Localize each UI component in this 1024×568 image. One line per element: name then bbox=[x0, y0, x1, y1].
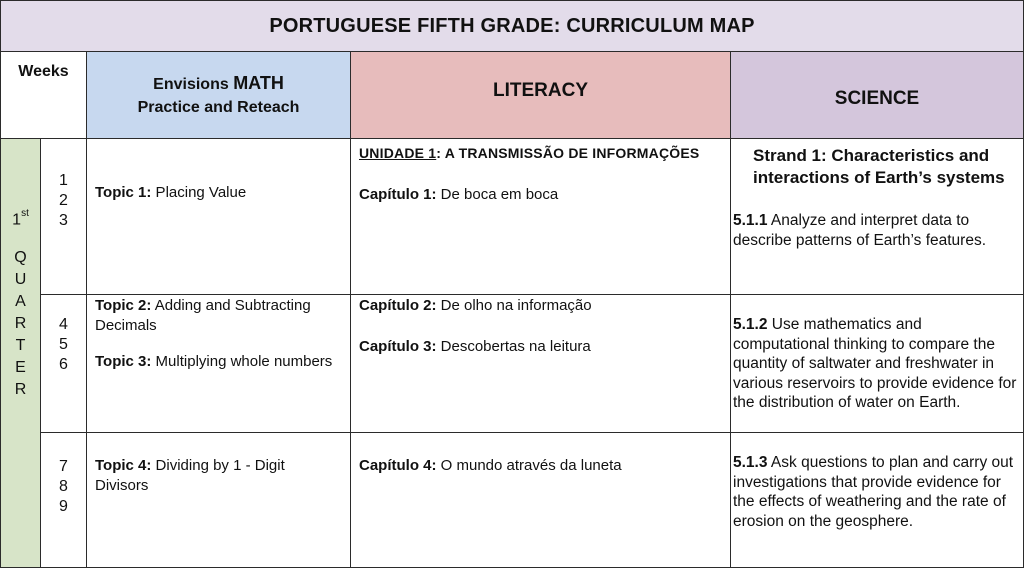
math-cell bbox=[86, 138, 351, 295]
math-cell bbox=[86, 294, 351, 433]
math-header bbox=[86, 51, 351, 139]
math-topic: Topic 2: Adding and Subtracting Decimals bbox=[95, 297, 311, 334]
literacy-cell bbox=[350, 432, 731, 568]
math-topic: Topic 4: Dividing by 1 - Digit Divisors bbox=[95, 457, 285, 494]
science-standard: 5.1.3 Ask questions to plan and carry out investigations that provide evidence for the effects of weathering and the rate of erosion on the geosphere. bbox=[733, 454, 1014, 530]
science-header: SCIENCE bbox=[730, 51, 1024, 139]
science-standard: 5.1.1 Analyze and interpret data to describe patterns of Earth’s features. bbox=[733, 212, 987, 249]
quarter-label bbox=[0, 138, 41, 568]
math-header-math: MATH bbox=[233, 72, 284, 93]
weeks-cell: 4 5 6 bbox=[40, 294, 87, 433]
literacy-chapter: Capítulo 3: Descobertas na leitura bbox=[359, 338, 591, 355]
literacy-cell bbox=[350, 138, 731, 295]
math-cell bbox=[86, 432, 351, 568]
science-cell bbox=[730, 432, 1024, 568]
math-header-envisions: Envisions bbox=[153, 75, 234, 93]
weeks-cell: 1 2 3 bbox=[40, 138, 87, 295]
literacy-chapter: Capítulo 4: O mundo através da luneta bbox=[359, 457, 622, 474]
literacy-unit: UNIDADE 1: A TRANSMISSÃO DE INFORMAÇÕES bbox=[359, 145, 700, 161]
math-topic: Topic 3: Multiplying whole numbers bbox=[95, 353, 333, 370]
literacy-chapter: Capítulo 2: De olho na informação bbox=[359, 297, 592, 314]
science-strand: Strand 1: Characteristics and interactions of Earth’s systems bbox=[753, 146, 1005, 187]
math-header-line2: Practice and Reteach bbox=[137, 98, 300, 116]
literacy-header: LITERACY bbox=[350, 51, 731, 139]
literacy-cell bbox=[350, 294, 731, 433]
quarter-letters: Q U A R T E R bbox=[14, 249, 27, 399]
math-header-line1 bbox=[153, 72, 284, 96]
science-cell bbox=[730, 294, 1024, 433]
weeks-cell: 7 8 9 bbox=[40, 432, 87, 568]
math-topic: Topic 1: Placing Value bbox=[95, 184, 247, 201]
weeks-header: Weeks bbox=[0, 51, 87, 139]
science-cell bbox=[730, 138, 1024, 295]
science-standard: 5.1.2 Use mathematics and computational thinking to compare the quantity of saltwater and freshwater in various reservoirs to provide evidence for the distribution of water on Earth. bbox=[733, 316, 1017, 411]
quarter-number: 1st bbox=[12, 208, 29, 229]
page-title: PORTUGUESE FIFTH GRADE: CURRICULUM MAP bbox=[0, 0, 1024, 52]
literacy-chapter: Capítulo 1: De boca em boca bbox=[359, 186, 559, 203]
